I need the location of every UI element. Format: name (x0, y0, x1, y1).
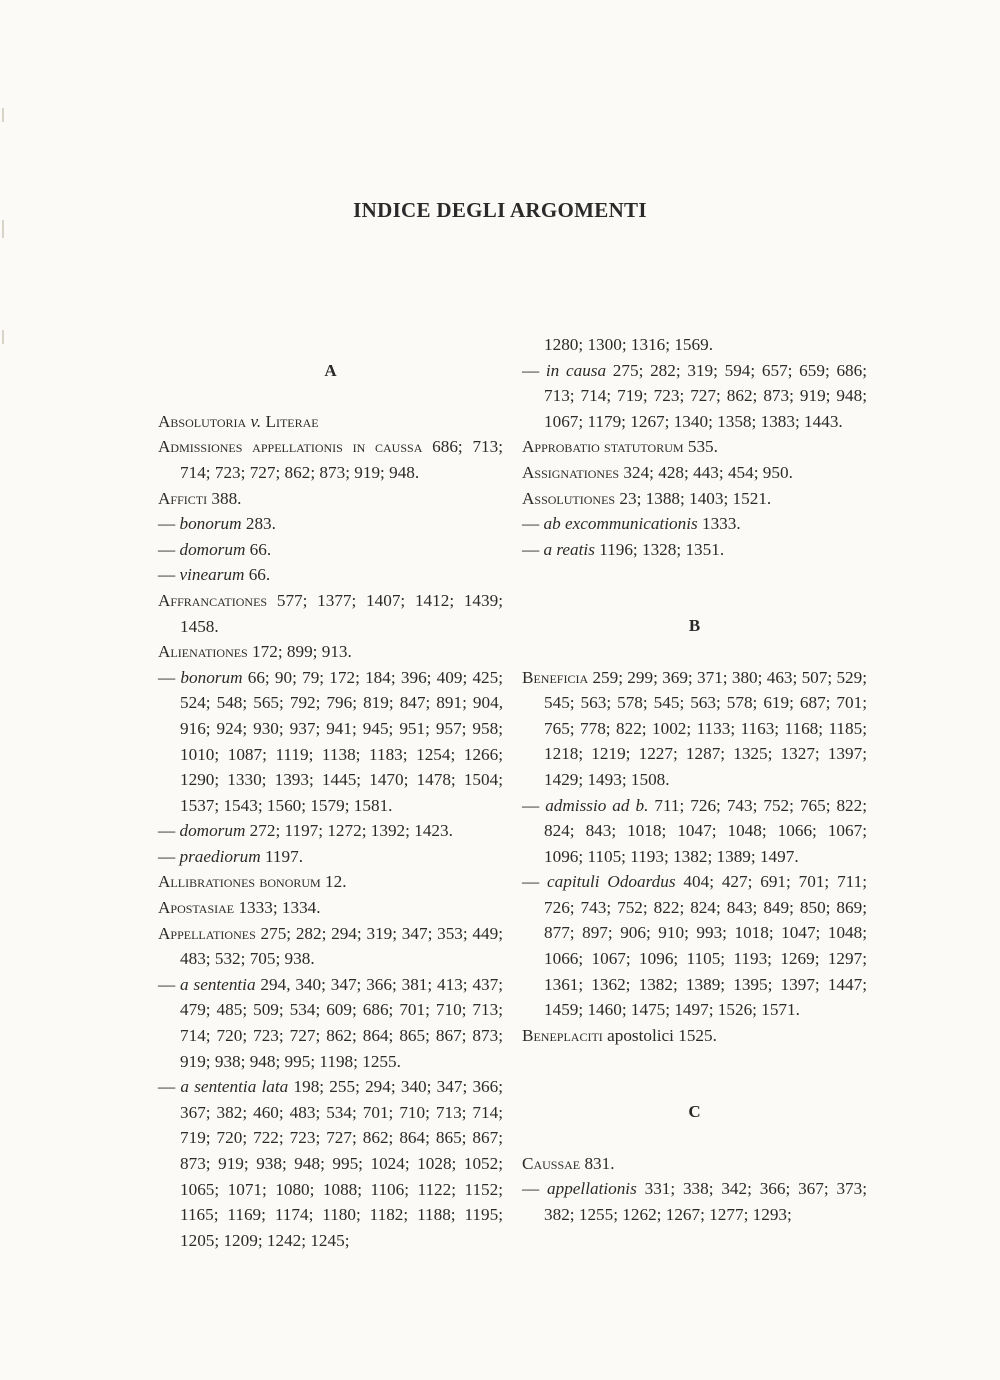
section-letter-a: A (324, 360, 337, 380)
index-entry: Assignationes 324; 428; 443; 454; 950. (522, 462, 793, 482)
index-subentry: — domorum 272; 1197; 1272; 1392; 1423. (158, 821, 453, 841)
index-subentry: — admissio ad b. 711; 726; 743; 752; 765; 822; 824; 843; 1018; 1047; 1048; 1066; 1067; 1096; 1105; 1193; 1382; 1389; 1497. (522, 795, 868, 866)
index-entry: Absolutoria v. Literae (158, 411, 319, 431)
index-entry: Allibrationes bonorum 12. (158, 872, 347, 892)
index-column-left (158, 332, 503, 1253)
section-letter-b: B (688, 616, 701, 636)
index-column-right (522, 332, 867, 1227)
scan-artifact (2, 330, 4, 344)
index-entry: Approbatio statutorum 535. (522, 437, 718, 457)
index-entry: Apostasiae 1333; 1334. (158, 898, 321, 918)
index-entry: Alienationes 172; 899; 913. (158, 642, 352, 662)
index-subentry: — appellationis 331; 338; 342; 366; 367; 373; 382; 1255; 1262; 1267; 1277; 1293; (522, 1179, 868, 1224)
index-entry: Admissiones appellationis in caussa 686; 713; 714; 723; 727; 862; 873; 919; 948. (158, 437, 503, 482)
index-subentry: — domorum 66. (158, 539, 272, 559)
index-entry: Beneplaciti apostolici 1525. (522, 1025, 717, 1045)
index-subentry: — a sententia lata 198; 255; 294; 340; 347; 366; 367; 382; 460; 483; 534; 701; 710; 713; 714; 719; 720; 722; 723; 727; 862; 864; 865; 867; 873; 919; 938; 948; 995; 1024; 1028; 1052; 1065; 1071; 1080; 1088; 1106; 1122; 1152; 1165; 1169; 1174; 1180; 1182; 1188; 1195; 1205; 1209; 1242; 1245; (158, 1077, 504, 1250)
index-entry: Affrancationes 577; 1377; 1407; 1412; 1439; 1458. (158, 590, 503, 636)
index-entry: Assolutiones 23; 1388; 1403; 1521. (522, 488, 772, 508)
index-subentry: — praediorum 1197. (158, 846, 303, 866)
index-subentry: — in causa 275; 282; 319; 594; 657; 659; 686; 713; 714; 719; 723; 727; 862; 873; 919; 948; 1067; 1179; 1267; 1340; 1358; 1383; 1443. (522, 360, 867, 431)
index-subentry: — ab excommunicationis 1333. (522, 514, 741, 534)
index-entry: Beneficia 259; 299; 369; 371; 380; 463; 507; 529; 545; 563; 578; 545; 563; 578; 619; 687; 701; 765; 778; 822; 1002; 1133; 1163; 1168; 1185; 1218; 1219; 1227; 1287; 1325; 1327; 1397; 1429; 1493; 1508. (522, 667, 867, 789)
index-subentry: — a reatis 1196; 1328; 1351. (522, 539, 725, 559)
index-continuation: 1280; 1300; 1316; 1569. (544, 335, 714, 354)
section-letter-c: C (688, 1102, 701, 1122)
index-subentry: — vinearum 66. (158, 565, 271, 585)
index-entry: Afficti 388. (158, 488, 242, 508)
index-subentry: — bonorum 283. (158, 514, 276, 534)
index-entry: Caussae 831. (522, 1153, 615, 1173)
index-subentry: — capituli Odoardus 404; 427; 691; 701; 711; 726; 743; 752; 822; 824; 843; 849; 850; 869; 877; 897; 906; 910; 993; 1018; 1047; 1048; 1066; 1067; 1096; 1105; 1193; 1269; 1297; 1361; 1362; 1382; 1389; 1395; 1397; 1447; 1459; 1460; 1475; 1497; 1526; 1571. (522, 872, 867, 1020)
index-entry: Appellationes 275; 282; 294; 319; 347; 353; 449; 483; 532; 705; 938. (158, 923, 503, 969)
page-title: INDICE DEGLI ARGOMENTI (353, 198, 647, 222)
index-subentry: — bonorum 66; 90; 79; 172; 184; 396; 409; 425; 524; 548; 565; 792; 796; 819; 847; 891; 904, 916; 924; 930; 937; 941; 945; 951; 957; 958; 1010; 1087; 1119; 1138; 1183; 1254; 1266; 1290; 1330; 1393; 1445; 1470; 1478; 1504; 1537; 1543; 1560; 1579; 1581. (158, 667, 504, 815)
scan-artifact (2, 108, 4, 122)
index-subentry: — a sententia 294, 340; 347; 366; 381; 413; 437; 479; 485; 509; 534; 609; 686; 701; 710; 713; 714; 720; 723; 727; 862; 864; 865; 867; 873; 919; 938; 948; 995; 1198; 1255. (158, 974, 503, 1071)
